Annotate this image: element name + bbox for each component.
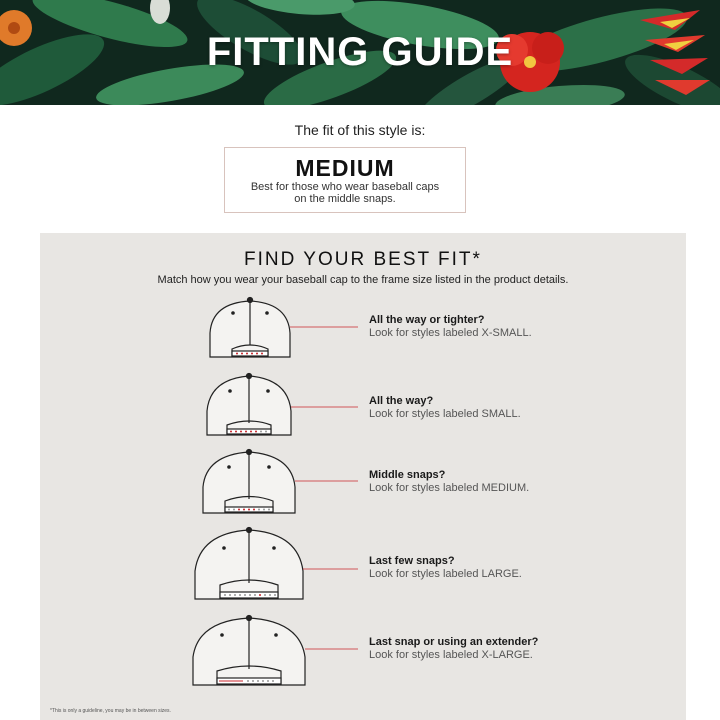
fit-row-answer: Look for styles labeled X-LARGE. (369, 649, 533, 661)
cap-illustrations (40, 233, 686, 720)
cap-back-icon (203, 450, 295, 514)
cap-back-icon (207, 374, 291, 436)
fit-size-box (224, 147, 466, 213)
fit-row-question: Middle snaps? (369, 469, 446, 481)
fit-intro-text: The fit of this style is: (294, 122, 426, 138)
page-title: FITTING GUIDE (206, 30, 514, 74)
guide-title: FIND YOUR BEST FIT* (244, 249, 482, 270)
fit-row-question: All the way or tighter? (369, 314, 485, 326)
cap-back-icon (195, 528, 303, 600)
fit-row-question: Last snap or using an extender? (369, 636, 539, 648)
fit-guide-panel (40, 233, 686, 720)
fit-size-description: Best for those who wear baseball caps on the middle snaps. (250, 181, 440, 205)
fit-row-answer: Look for styles labeled LARGE. (369, 568, 522, 580)
fit-row-question: Last few snaps? (369, 555, 455, 567)
fit-row-answer: Look for styles labeled X-SMALL. (369, 327, 532, 339)
cap-back-icon (193, 616, 305, 686)
cap-back-icon (210, 298, 290, 358)
guide-subtitle: Match how you wear your baseball cap to the frame size listed in the product details. (157, 274, 569, 286)
fit-row-answer: Look for styles labeled SMALL. (369, 408, 521, 420)
guide-footnote: *This is only a guideline, you may be in between sizes. (50, 708, 171, 714)
fit-row-answer: Look for styles labeled MEDIUM. (369, 482, 530, 494)
fit-row-question: All the way? (369, 395, 434, 407)
fit-size-label: MEDIUM (295, 155, 395, 181)
header-banner (0, 0, 720, 105)
